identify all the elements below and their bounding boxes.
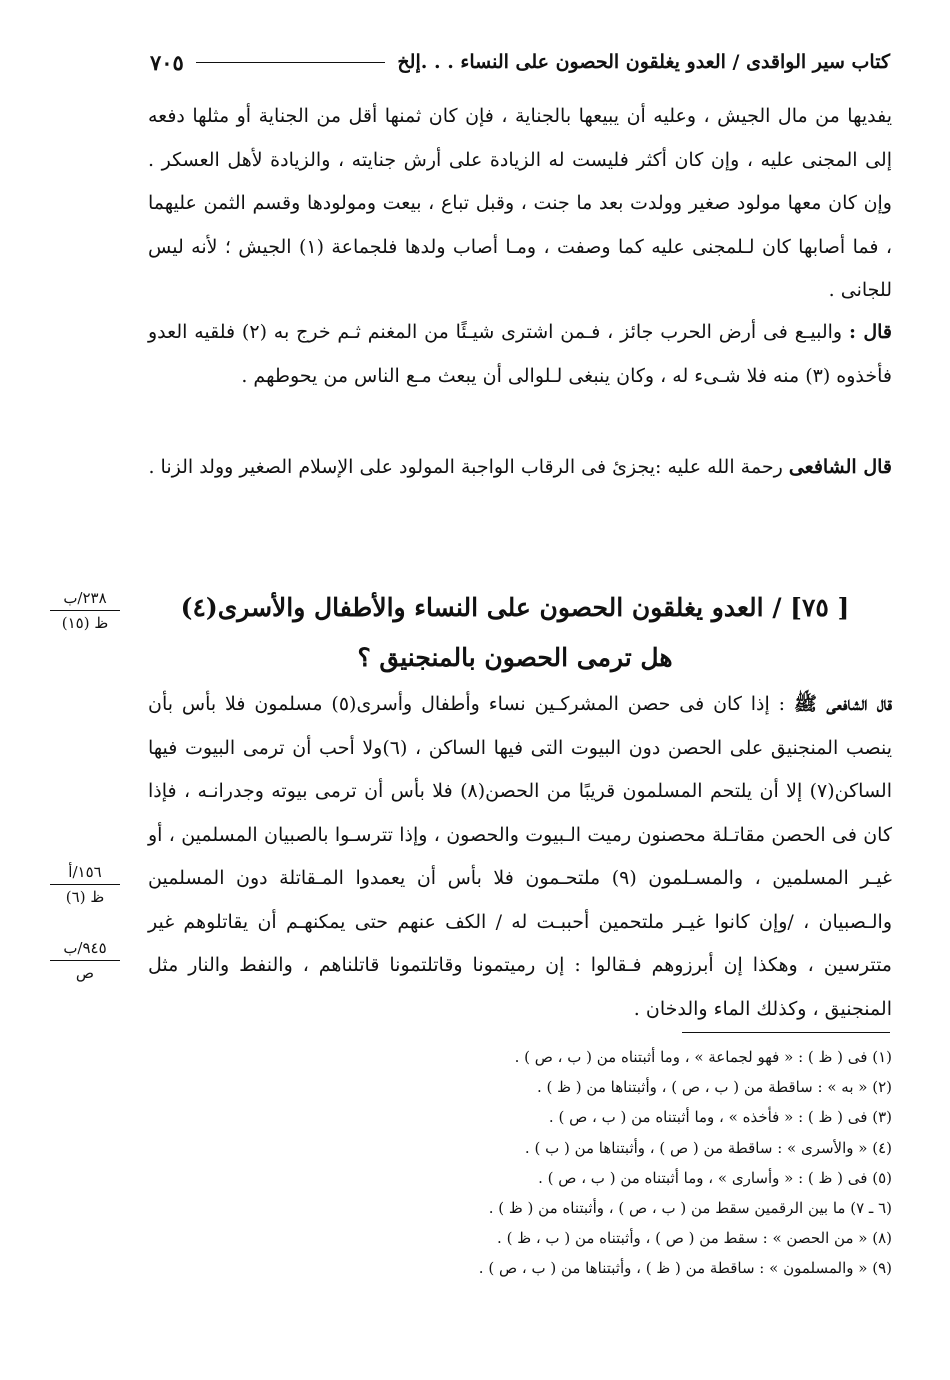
footnote: (٨) « من الحصن » : سقط من ( ص ) ، وأثبتناه من ( ب ، ظ ) . bbox=[497, 1229, 892, 1248]
margin-reference-manuscript: ظ (١٥) bbox=[61, 614, 109, 632]
paragraph-text: والبيـع فى أرض الحرب جائز ، فـمن اشترى شيـئًا من المغنم ثـم خرج به (٢) فلقيه العدو فأخذوه (٣) منه فلا شـىء له ، وكان ينبغى لـلوالى أن يبعث مـع الناس من يحوطهم . bbox=[148, 321, 892, 387]
margin-reference-folio: ٩٤٥/ب bbox=[50, 938, 120, 961]
footnote: (٤) « والأسرى » : ساقطة من ( ص ) ، وأثبتناها من ( ب ) . bbox=[524, 1138, 892, 1157]
margin-reference-manuscript: ص bbox=[75, 964, 95, 982]
footnote: (٢) « به » : ساقطة من ( ب ، ص ) ، وأثبتناها من ( ظ ) . bbox=[537, 1078, 892, 1097]
header-rule bbox=[196, 62, 386, 63]
margin-reference bbox=[50, 862, 120, 907]
paragraph-1: يفديها من مال الجيش ، وعليه أن يبيعها بالجناية ، فإن كان ثمنها أقل من الجناية أو مثلها دفعه إلى المجنى عليه ، وإن كان أكثر فليست له الزيادة على أرش جنايته ، والزيادة لأهل العسكر . وإن كان معها مولود صغير وولدت بعد ما جنت ، وقبل تباع ، بيعت ومولودها وقسم الثمن عليهما ، فما أصابها كان لـلمجنى عليه كما وصفت ، ومـا أصاب ولدها فلجماعة (١) الجيش ؛ لأنه ليس للجانى . bbox=[148, 105, 892, 301]
paragraph-2 bbox=[148, 311, 892, 398]
page-number: ٧٠٥ bbox=[150, 49, 184, 75]
paragraph-4 bbox=[148, 683, 892, 1031]
paragraph-text: : إذا كان فى حصن المشركـين نساء وأطفال وأسرى(٥) مسلمون فلا بأس بأن ينصب المنجنيق على الحصن دون البيوت التى فيها الساكن ، (٦)ولا أحب أن ترمى البيوت فيها الساكن(٧) إلا أن يلتحم المسلمون قريبًا من الحصن(٨) فلا بأس أن ترمى بيوته وجدرانـه ، فإذا كان فى الحصن مقاتـلة محصنون رميت الـبيوت والحصون ، وإذا تترسـوا بالصبيان المسلمين ، أو غيـر المسلمين ، والمسـلمون (٩) ملتحـمون فلا بأس أن يعمدوا المـقاتلة دون المسلمين والـصبيان ، /وإن كانوا غيـر ملتحمين أحببـت له / الكف عنهم حتى يمكنهـم أن يقاتلوهم غير متترسين ، وهكذا إن أبرزوهم فـقالوا : إن رميتمونا وقاتلتمونا قاتلناهم ، والنفط والنار مثل المنجنيق ، وكذلك الماء والدخان . bbox=[148, 693, 892, 1020]
paragraph-text: رحمة الله عليه :يجزئ فى الرقاب الواجبة المولود على الإسلام الصغير وولد الزنا . bbox=[148, 456, 783, 478]
margin-reference bbox=[50, 938, 120, 983]
footnote: (١) فى ( ظ ) : « فهو لجماعة » ، وما أثبتناه من ( ب ، ص ) . bbox=[514, 1048, 892, 1066]
footnote: (٥) فى ( ظ ) : « وأسارى » ، وما أثبتناه من ( ب ، ص ) . bbox=[538, 1168, 892, 1187]
margin-reference bbox=[50, 588, 120, 633]
paragraph-3 bbox=[148, 446, 892, 490]
footnote: (٣) فى ( ظ ) : « فأخذه » ، وما أثبتناه من ( ب ، ص ) . bbox=[548, 1108, 892, 1127]
speaker-label: قال : bbox=[848, 321, 893, 343]
section-heading-line-1: [ ٧٥] / العدو يغلقون الحصون على النساء والأطفال والأسرى(٤) bbox=[180, 593, 850, 622]
speaker-label: قال الشافعى bbox=[788, 456, 892, 478]
footnote: (٩) « والمسلمون » : ساقطة من ( ظ ) ، وأثبتناها من ( ب ، ص ) . bbox=[478, 1259, 892, 1278]
speaker-label: قال الشافعى ﷺ bbox=[793, 693, 893, 715]
footnote-separator bbox=[682, 1032, 890, 1033]
margin-reference-folio: ٢٣٨/ب bbox=[50, 588, 120, 611]
footnotes bbox=[148, 1042, 892, 1284]
running-header bbox=[150, 44, 890, 80]
margin-reference-manuscript: ظ (٦) bbox=[65, 888, 105, 906]
running-title: كتاب سير الواقدى / العدو يغلقون الحصون على النساء . . .إلخ bbox=[397, 51, 890, 73]
section-heading-line-2: هل ترمى الحصون بالمنجنيق ؟ bbox=[357, 643, 673, 672]
footnote: (٦ ـ ٧) ما بين الرقمين سقط من ( ب ، ص ) ، وأثبتناه من ( ظ ) . bbox=[488, 1199, 892, 1218]
margin-reference-folio: ١٥٦/أ bbox=[50, 862, 120, 885]
section-heading bbox=[170, 583, 860, 683]
